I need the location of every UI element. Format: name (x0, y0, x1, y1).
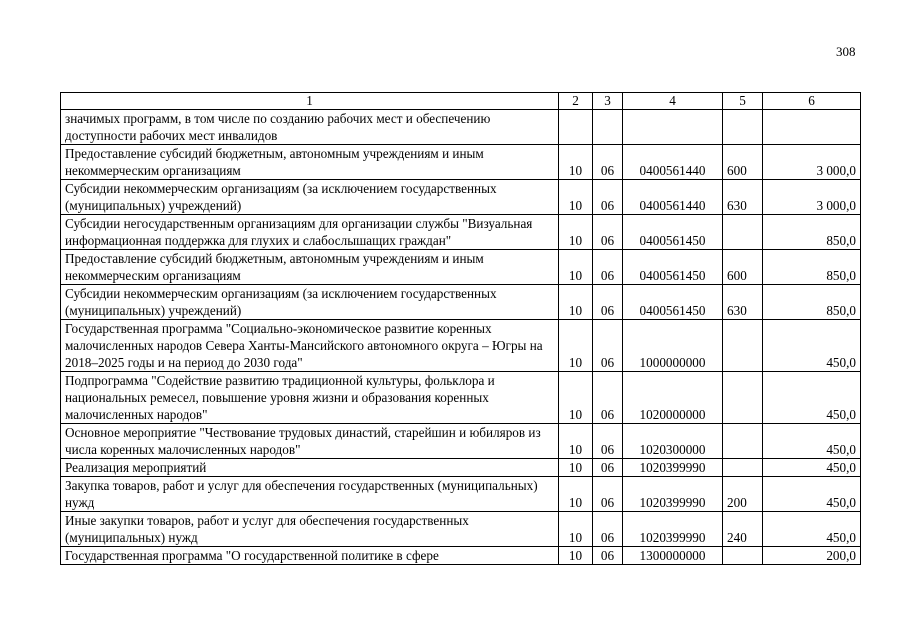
row-name: Иные закупки товаров, работ и услуг для обеспечения государственных (муниципальных) нужд (61, 512, 559, 547)
row-subsection: 06 (593, 424, 623, 459)
row-section: 10 (559, 285, 593, 320)
row-section: 10 (559, 459, 593, 477)
row-target-code: 0400561450 (623, 215, 723, 250)
table-row (61, 180, 861, 215)
row-name: Государственная программа "Социально-экономическое развитие коренных малочисленных народов Севера Ханты-Мансийского автономного округа – Югры на 2018–2025 годы и на период до 2030 года" (61, 320, 559, 372)
row-amount: 850,0 (763, 285, 861, 320)
row-expense-type (723, 372, 763, 424)
row-amount: 450,0 (763, 424, 861, 459)
row-target-code: 1020399990 (623, 512, 723, 547)
row-target-code: 0400561450 (623, 285, 723, 320)
row-amount: 450,0 (763, 320, 861, 372)
row-target-code: 1020300000 (623, 424, 723, 459)
row-amount: 3 000,0 (763, 180, 861, 215)
table-row (61, 250, 861, 285)
row-section: 10 (559, 250, 593, 285)
row-amount: 450,0 (763, 372, 861, 424)
row-expense-type (723, 424, 763, 459)
row-name: Подпрограмма "Содействие развитию традиционной культуры, фольклора и национальных ремесел, повышение уровня жизни и образования коренных малочисленных народов" (61, 372, 559, 424)
row-name: Основное мероприятие "Чествование трудовых династий, старейшин и юбиляров из числа коренных малочисленных народов" (61, 424, 559, 459)
row-amount: 850,0 (763, 215, 861, 250)
table-row (61, 285, 861, 320)
row-subsection: 06 (593, 477, 623, 512)
header-col-5: 5 (723, 93, 763, 110)
table-header-row (61, 93, 861, 110)
row-subsection (593, 110, 623, 145)
row-amount: 450,0 (763, 477, 861, 512)
row-name: Субсидии негосударственным организациям для организации службы "Визуальная информационная поддержка для глухих и слабослышащих граждан" (61, 215, 559, 250)
row-section: 10 (559, 547, 593, 565)
row-subsection: 06 (593, 372, 623, 424)
header-col-3: 3 (593, 93, 623, 110)
row-target-code: 1020399990 (623, 459, 723, 477)
table-row (61, 424, 861, 459)
header-col-6: 6 (763, 93, 861, 110)
row-target-code: 0400561450 (623, 250, 723, 285)
row-target-code: 1020399990 (623, 477, 723, 512)
row-section: 10 (559, 180, 593, 215)
row-amount: 200,0 (763, 547, 861, 565)
row-target-code (623, 110, 723, 145)
row-target-code: 1000000000 (623, 320, 723, 372)
row-subsection: 06 (593, 547, 623, 565)
row-target-code: 1300000000 (623, 547, 723, 565)
page-number: 308 (836, 44, 856, 59)
table-row (61, 145, 861, 180)
row-amount (763, 110, 861, 145)
row-name: Закупка товаров, работ и услуг для обеспечения государственных (муниципальных) нужд (61, 477, 559, 512)
row-expense-type: 630 (723, 180, 763, 215)
table-row (61, 547, 861, 565)
table-row (61, 512, 861, 547)
row-expense-type: 600 (723, 250, 763, 285)
header-col-1: 1 (61, 93, 559, 110)
table-row (61, 320, 861, 372)
row-subsection: 06 (593, 285, 623, 320)
row-target-code: 1020000000 (623, 372, 723, 424)
row-expense-type (723, 459, 763, 477)
row-expense-type: 200 (723, 477, 763, 512)
row-name: Государственная программа "О государственной политике в сфере (61, 547, 559, 565)
table-row (61, 215, 861, 250)
table-row (61, 459, 861, 477)
table-row (61, 372, 861, 424)
row-name: Предоставление субсидий бюджетным, автономным учреждениям и иным некоммерческим организациям (61, 250, 559, 285)
row-target-code: 0400561440 (623, 145, 723, 180)
row-section: 10 (559, 424, 593, 459)
header-col-2: 2 (559, 93, 593, 110)
row-subsection: 06 (593, 512, 623, 547)
row-section: 10 (559, 512, 593, 547)
table-row (61, 110, 861, 145)
row-subsection: 06 (593, 250, 623, 285)
row-expense-type: 240 (723, 512, 763, 547)
row-section: 10 (559, 320, 593, 372)
header-col-4: 4 (623, 93, 723, 110)
row-subsection: 06 (593, 145, 623, 180)
row-name: Субсидии некоммерческим организациям (за исключением государственных (муниципальных) учреждений) (61, 285, 559, 320)
row-name: Реализация мероприятий (61, 459, 559, 477)
row-section (559, 110, 593, 145)
row-expense-type: 600 (723, 145, 763, 180)
row-expense-type (723, 547, 763, 565)
budget-table (60, 92, 861, 565)
row-name: Субсидии некоммерческим организациям (за исключением государственных (муниципальных) учреждений) (61, 180, 559, 215)
row-expense-type: 630 (723, 285, 763, 320)
row-section: 10 (559, 145, 593, 180)
row-section: 10 (559, 477, 593, 512)
table-row (61, 477, 861, 512)
row-name: значимых программ, в том числе по созданию рабочих мест и обеспечению доступности рабочих мест инвалидов (61, 110, 559, 145)
row-amount: 450,0 (763, 512, 861, 547)
row-subsection: 06 (593, 459, 623, 477)
row-section: 10 (559, 372, 593, 424)
row-expense-type (723, 215, 763, 250)
row-expense-type (723, 110, 763, 145)
row-target-code: 0400561440 (623, 180, 723, 215)
row-subsection: 06 (593, 215, 623, 250)
row-amount: 450,0 (763, 459, 861, 477)
row-section: 10 (559, 215, 593, 250)
row-subsection: 06 (593, 320, 623, 372)
row-name: Предоставление субсидий бюджетным, автономным учреждениям и иным некоммерческим организациям (61, 145, 559, 180)
row-amount: 3 000,0 (763, 145, 861, 180)
row-expense-type (723, 320, 763, 372)
row-amount: 850,0 (763, 250, 861, 285)
row-subsection: 06 (593, 180, 623, 215)
